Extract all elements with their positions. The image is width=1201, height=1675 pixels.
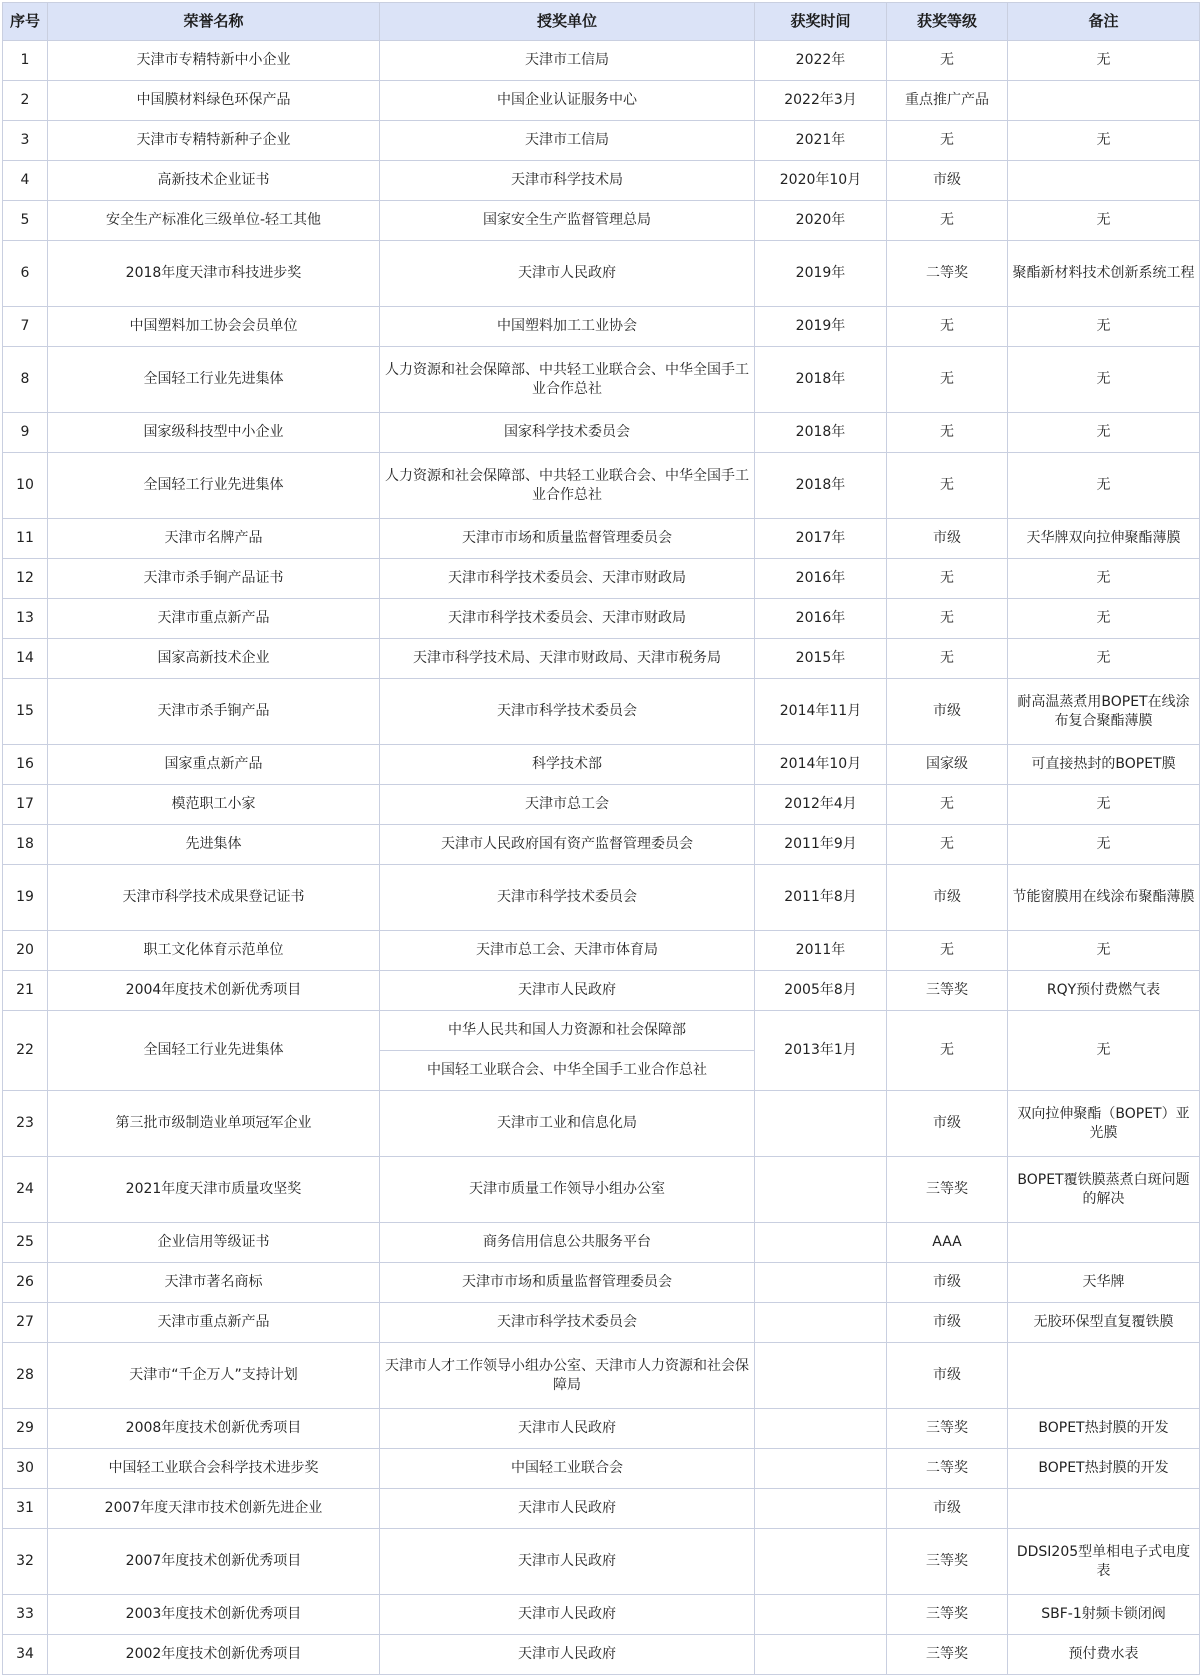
- cell-name: 先进集体: [48, 825, 380, 865]
- cell-level: 市级: [887, 679, 1008, 745]
- cell-name: 2002年度技术创新优秀项目: [48, 1635, 380, 1675]
- cell-no: 24: [3, 1157, 48, 1223]
- cell-name: 天津市专精特新中小企业: [48, 41, 380, 81]
- cell-name: 安全生产标准化三级单位-轻工其他: [48, 201, 380, 241]
- cell-no: 4: [3, 161, 48, 201]
- cell-note: [1008, 1223, 1200, 1263]
- header-cell-org: 授奖单位: [380, 3, 755, 41]
- cell-name: 全国轻工行业先进集体: [48, 1011, 380, 1091]
- table-row: [3, 931, 1200, 971]
- cell-date: 2005年8月: [755, 971, 887, 1011]
- cell-org: 天津市科学技术委员会: [380, 865, 755, 931]
- cell-level: 市级: [887, 1343, 1008, 1409]
- cell-no: 1: [3, 41, 48, 81]
- cell-note: 无: [1008, 1011, 1200, 1091]
- cell-name: 天津市杀手锏产品: [48, 679, 380, 745]
- header-cell-date: 获奖时间: [755, 3, 887, 41]
- cell-org: 天津市市场和质量监督管理委员会: [380, 1263, 755, 1303]
- cell-no: 17: [3, 785, 48, 825]
- cell-no: 8: [3, 347, 48, 413]
- cell-level: 无: [887, 41, 1008, 81]
- cell-level: 三等奖: [887, 1157, 1008, 1223]
- cell-org: 天津市科学技术委员会、天津市财政局: [380, 599, 755, 639]
- cell-name: 国家级科技型中小企业: [48, 413, 380, 453]
- cell-level: 市级: [887, 161, 1008, 201]
- cell-org: 国家科学技术委员会: [380, 413, 755, 453]
- cell-org: 天津市人民政府: [380, 1489, 755, 1529]
- table-row: [3, 41, 1200, 81]
- cell-level: 二等奖: [887, 241, 1008, 307]
- cell-date: 2021年: [755, 121, 887, 161]
- cell-level: 国家级: [887, 745, 1008, 785]
- cell-name: 中国膜材料绿色环保产品: [48, 81, 380, 121]
- cell-note: 无: [1008, 307, 1200, 347]
- table-row: [3, 1409, 1200, 1449]
- cell-level: 三等奖: [887, 1409, 1008, 1449]
- cell-name: 职工文化体育示范单位: [48, 931, 380, 971]
- table-row: [3, 599, 1200, 639]
- header-cell-no: 序号: [3, 3, 48, 41]
- cell-org: 天津市科学技术委员会、天津市财政局: [380, 559, 755, 599]
- cell-level: 三等奖: [887, 1635, 1008, 1675]
- cell-name: 高新技术企业证书: [48, 161, 380, 201]
- cell-date: [755, 1409, 887, 1449]
- cell-org: 天津市科学技术局、天津市财政局、天津市税务局: [380, 639, 755, 679]
- cell-date: 2015年: [755, 639, 887, 679]
- cell-name: 2007年度技术创新优秀项目: [48, 1529, 380, 1595]
- cell-note: 无: [1008, 121, 1200, 161]
- cell-note: 无: [1008, 639, 1200, 679]
- cell-name: 2007年度天津市技术创新先进企业: [48, 1489, 380, 1529]
- cell-level: 无: [887, 639, 1008, 679]
- cell-note: 无: [1008, 931, 1200, 971]
- cell-date: 2014年11月: [755, 679, 887, 745]
- cell-name: 全国轻工行业先进集体: [48, 347, 380, 413]
- cell-name: 天津市“千企万人”支持计划: [48, 1343, 380, 1409]
- cell-org: 中国轻工业联合会: [380, 1449, 755, 1489]
- cell-note: [1008, 81, 1200, 121]
- cell-date: 2018年: [755, 413, 887, 453]
- cell-org: 天津市工信局: [380, 121, 755, 161]
- cell-level: 市级: [887, 865, 1008, 931]
- cell-name: 天津市重点新产品: [48, 599, 380, 639]
- cell-no: 34: [3, 1635, 48, 1675]
- cell-note: 无: [1008, 347, 1200, 413]
- table-row: [3, 241, 1200, 307]
- cell-org: 天津市人民政府: [380, 1529, 755, 1595]
- cell-level: 三等奖: [887, 1595, 1008, 1635]
- cell-note: 无: [1008, 413, 1200, 453]
- cell-date: 2013年1月: [755, 1011, 887, 1091]
- cell-level: 无: [887, 1011, 1008, 1091]
- cell-note: 节能窗膜用在线涂布聚酯薄膜: [1008, 865, 1200, 931]
- table-row: [3, 1263, 1200, 1303]
- cell-name: 天津市专精特新种子企业: [48, 121, 380, 161]
- cell-date: 2016年: [755, 599, 887, 639]
- cell-name: 中国塑料加工协会会员单位: [48, 307, 380, 347]
- table-row: [3, 347, 1200, 413]
- cell-date: 2019年: [755, 241, 887, 307]
- header-cell-name: 荣誉名称: [48, 3, 380, 41]
- table-row: [3, 1223, 1200, 1263]
- cell-org: 天津市工信局: [380, 41, 755, 81]
- cell-no: 11: [3, 519, 48, 559]
- cell-date: 2022年: [755, 41, 887, 81]
- cell-no: 32: [3, 1529, 48, 1595]
- cell-date: 2018年: [755, 347, 887, 413]
- table-row: [3, 1489, 1200, 1529]
- cell-name: 天津市著名商标: [48, 1263, 380, 1303]
- cell-org: 中华人民共和国人力资源和社会保障部: [380, 1011, 755, 1051]
- cell-level: 无: [887, 931, 1008, 971]
- table-row: [3, 865, 1200, 931]
- cell-name: 2003年度技术创新优秀项目: [48, 1595, 380, 1635]
- cell-name: 天津市名牌产品: [48, 519, 380, 559]
- table-row: [3, 201, 1200, 241]
- cell-level: 重点推广产品: [887, 81, 1008, 121]
- cell-level: 市级: [887, 1303, 1008, 1343]
- cell-org: 天津市总工会、天津市体育局: [380, 931, 755, 971]
- cell-no: 3: [3, 121, 48, 161]
- cell-note: 预付费水表: [1008, 1635, 1200, 1675]
- cell-date: 2014年10月: [755, 745, 887, 785]
- cell-date: [755, 1303, 887, 1343]
- cell-org: 科学技术部: [380, 745, 755, 785]
- cell-org: 天津市人民政府: [380, 1409, 755, 1449]
- cell-org: 人力资源和社会保障部、中共轻工业联合会、中华全国手工业合作总社: [380, 453, 755, 519]
- cell-no: 23: [3, 1091, 48, 1157]
- cell-note: 天华牌: [1008, 1263, 1200, 1303]
- cell-no: 25: [3, 1223, 48, 1263]
- cell-date: 2020年: [755, 201, 887, 241]
- cell-note: [1008, 1489, 1200, 1529]
- cell-org: 人力资源和社会保障部、中共轻工业联合会、中华全国手工业合作总社: [380, 347, 755, 413]
- cell-level: 市级: [887, 519, 1008, 559]
- cell-org: 国家安全生产监督管理总局: [380, 201, 755, 241]
- cell-no: 16: [3, 745, 48, 785]
- cell-note: 双向拉伸聚酯（BOPET）亚光膜: [1008, 1091, 1200, 1157]
- cell-no: 20: [3, 931, 48, 971]
- cell-org: 商务信用信息公共服务平台: [380, 1223, 755, 1263]
- header-cell-note: 备注: [1008, 3, 1200, 41]
- cell-org: 天津市科学技术局: [380, 161, 755, 201]
- cell-note: 可直接热封的BOPET膜: [1008, 745, 1200, 785]
- cell-note: 无: [1008, 825, 1200, 865]
- cell-name: 第三批市级制造业单项冠军企业: [48, 1091, 380, 1157]
- cell-org: 天津市人民政府国有资产监督管理委员会: [380, 825, 755, 865]
- table-row: [3, 81, 1200, 121]
- cell-no: 5: [3, 201, 48, 241]
- cell-no: 6: [3, 241, 48, 307]
- cell-no: 28: [3, 1343, 48, 1409]
- cell-name: 天津市杀手锏产品证书: [48, 559, 380, 599]
- cell-date: [755, 1343, 887, 1409]
- cell-date: 2022年3月: [755, 81, 887, 121]
- cell-date: [755, 1489, 887, 1529]
- table-row: [3, 559, 1200, 599]
- table-row: [3, 825, 1200, 865]
- cell-note: SBF-1射频卡锁闭阀: [1008, 1595, 1200, 1635]
- cell-name: 国家高新技术企业: [48, 639, 380, 679]
- cell-date: 2012年4月: [755, 785, 887, 825]
- table-row: [3, 413, 1200, 453]
- cell-date: 2011年: [755, 931, 887, 971]
- table-row: [3, 1595, 1200, 1635]
- cell-no: 27: [3, 1303, 48, 1343]
- table-row: [3, 1091, 1200, 1157]
- cell-no: 21: [3, 971, 48, 1011]
- cell-note: BOPET热封膜的开发: [1008, 1449, 1200, 1489]
- cell-org: 中国轻工业联合会、中华全国手工业合作总社: [380, 1051, 755, 1091]
- cell-date: [755, 1223, 887, 1263]
- cell-note: [1008, 161, 1200, 201]
- table-row: [3, 1157, 1200, 1223]
- table-row: [3, 1449, 1200, 1489]
- cell-org: 天津市人才工作领导小组办公室、天津市人力资源和社会保障局: [380, 1343, 755, 1409]
- table-row: [3, 453, 1200, 519]
- cell-note: 无: [1008, 785, 1200, 825]
- table-row: [3, 679, 1200, 745]
- cell-name: 国家重点新产品: [48, 745, 380, 785]
- cell-name: 模范职工小家: [48, 785, 380, 825]
- cell-date: [755, 1529, 887, 1595]
- cell-name: 中国轻工业联合会科学技术进步奖: [48, 1449, 380, 1489]
- cell-no: 29: [3, 1409, 48, 1449]
- cell-level: 市级: [887, 1489, 1008, 1529]
- cell-no: 26: [3, 1263, 48, 1303]
- cell-level: 二等奖: [887, 1449, 1008, 1489]
- cell-note: BOPET热封膜的开发: [1008, 1409, 1200, 1449]
- table-row: [3, 1529, 1200, 1595]
- cell-no: 15: [3, 679, 48, 745]
- cell-org: 中国企业认证服务中心: [380, 81, 755, 121]
- cell-no: 13: [3, 599, 48, 639]
- cell-date: [755, 1635, 887, 1675]
- cell-note: 无: [1008, 559, 1200, 599]
- table-row: [3, 161, 1200, 201]
- cell-org: 天津市人民政府: [380, 971, 755, 1011]
- cell-name: 天津市科学技术成果登记证书: [48, 865, 380, 931]
- table-row: [3, 745, 1200, 785]
- cell-no: 7: [3, 307, 48, 347]
- honors-table: [2, 2, 1200, 1675]
- cell-no: 19: [3, 865, 48, 931]
- cell-note: DDSI205型单相电子式电度表: [1008, 1529, 1200, 1595]
- cell-note: BOPET覆铁膜蒸煮白斑问题的解决: [1008, 1157, 1200, 1223]
- cell-org: 天津市工业和信息化局: [380, 1091, 755, 1157]
- table-row: [3, 971, 1200, 1011]
- table-row: [3, 1011, 1200, 1051]
- cell-note: 聚酯新材料技术创新系统工程: [1008, 241, 1200, 307]
- cell-no: 30: [3, 1449, 48, 1489]
- cell-date: 2018年: [755, 453, 887, 519]
- cell-org: 天津市人民政府: [380, 1635, 755, 1675]
- cell-date: [755, 1595, 887, 1635]
- cell-level: 三等奖: [887, 1529, 1008, 1595]
- cell-note: 无: [1008, 41, 1200, 81]
- cell-no: 18: [3, 825, 48, 865]
- cell-org: 中国塑料加工工业协会: [380, 307, 755, 347]
- header-cell-level: 获奖等级: [887, 3, 1008, 41]
- table-row: [3, 1635, 1200, 1675]
- cell-date: 2011年8月: [755, 865, 887, 931]
- table-row: [3, 1343, 1200, 1409]
- cell-name: 2008年度技术创新优秀项目: [48, 1409, 380, 1449]
- cell-no: 12: [3, 559, 48, 599]
- cell-note: 无: [1008, 599, 1200, 639]
- cell-level: 无: [887, 347, 1008, 413]
- cell-no: 33: [3, 1595, 48, 1635]
- table-row: [3, 1303, 1200, 1343]
- table-row: [3, 785, 1200, 825]
- cell-date: [755, 1157, 887, 1223]
- cell-note: 耐高温蒸煮用BOPET在线涂布复合聚酯薄膜: [1008, 679, 1200, 745]
- cell-note: [1008, 1343, 1200, 1409]
- cell-org: 天津市质量工作领导小组办公室: [380, 1157, 755, 1223]
- cell-note: RQY预付费燃气表: [1008, 971, 1200, 1011]
- cell-level: 三等奖: [887, 971, 1008, 1011]
- cell-name: 天津市重点新产品: [48, 1303, 380, 1343]
- cell-name: 2021年度天津市质量攻坚奖: [48, 1157, 380, 1223]
- cell-date: [755, 1449, 887, 1489]
- cell-name: 2004年度技术创新优秀项目: [48, 971, 380, 1011]
- cell-org: 天津市科学技术委员会: [380, 679, 755, 745]
- table-row: [3, 307, 1200, 347]
- cell-level: 无: [887, 825, 1008, 865]
- cell-date: 2011年9月: [755, 825, 887, 865]
- cell-org: 天津市科学技术委员会: [380, 1303, 755, 1343]
- cell-name: 2018年度天津市科技进步奖: [48, 241, 380, 307]
- cell-date: 2019年: [755, 307, 887, 347]
- table-row: [3, 639, 1200, 679]
- cell-date: [755, 1091, 887, 1157]
- cell-level: 无: [887, 121, 1008, 161]
- cell-date: 2020年10月: [755, 161, 887, 201]
- cell-name: 全国轻工行业先进集体: [48, 453, 380, 519]
- cell-level: 市级: [887, 1263, 1008, 1303]
- cell-level: 无: [887, 453, 1008, 519]
- cell-no: 14: [3, 639, 48, 679]
- cell-date: 2017年: [755, 519, 887, 559]
- cell-no: 31: [3, 1489, 48, 1529]
- table-row: [3, 519, 1200, 559]
- cell-level: 无: [887, 785, 1008, 825]
- cell-level: 无: [887, 559, 1008, 599]
- cell-level: AAA: [887, 1223, 1008, 1263]
- cell-level: 无: [887, 413, 1008, 453]
- cell-org: 天津市总工会: [380, 785, 755, 825]
- cell-name: 企业信用等级证书: [48, 1223, 380, 1263]
- cell-date: 2016年: [755, 559, 887, 599]
- cell-org: 天津市人民政府: [380, 1595, 755, 1635]
- table-header-row: [3, 3, 1200, 41]
- cell-note: 无胶环保型直复覆铁膜: [1008, 1303, 1200, 1343]
- cell-org: 天津市人民政府: [380, 241, 755, 307]
- cell-note: 无: [1008, 453, 1200, 519]
- cell-no: 9: [3, 413, 48, 453]
- cell-level: 市级: [887, 1091, 1008, 1157]
- cell-no: 10: [3, 453, 48, 519]
- cell-level: 无: [887, 599, 1008, 639]
- cell-no: 22: [3, 1011, 48, 1091]
- table-body: [3, 41, 1200, 1675]
- table-row: [3, 121, 1200, 161]
- cell-note: 天华牌双向拉伸聚酯薄膜: [1008, 519, 1200, 559]
- cell-org: 天津市市场和质量监督管理委员会: [380, 519, 755, 559]
- cell-date: [755, 1263, 887, 1303]
- cell-level: 无: [887, 201, 1008, 241]
- cell-level: 无: [887, 307, 1008, 347]
- cell-note: 无: [1008, 201, 1200, 241]
- cell-no: 2: [3, 81, 48, 121]
